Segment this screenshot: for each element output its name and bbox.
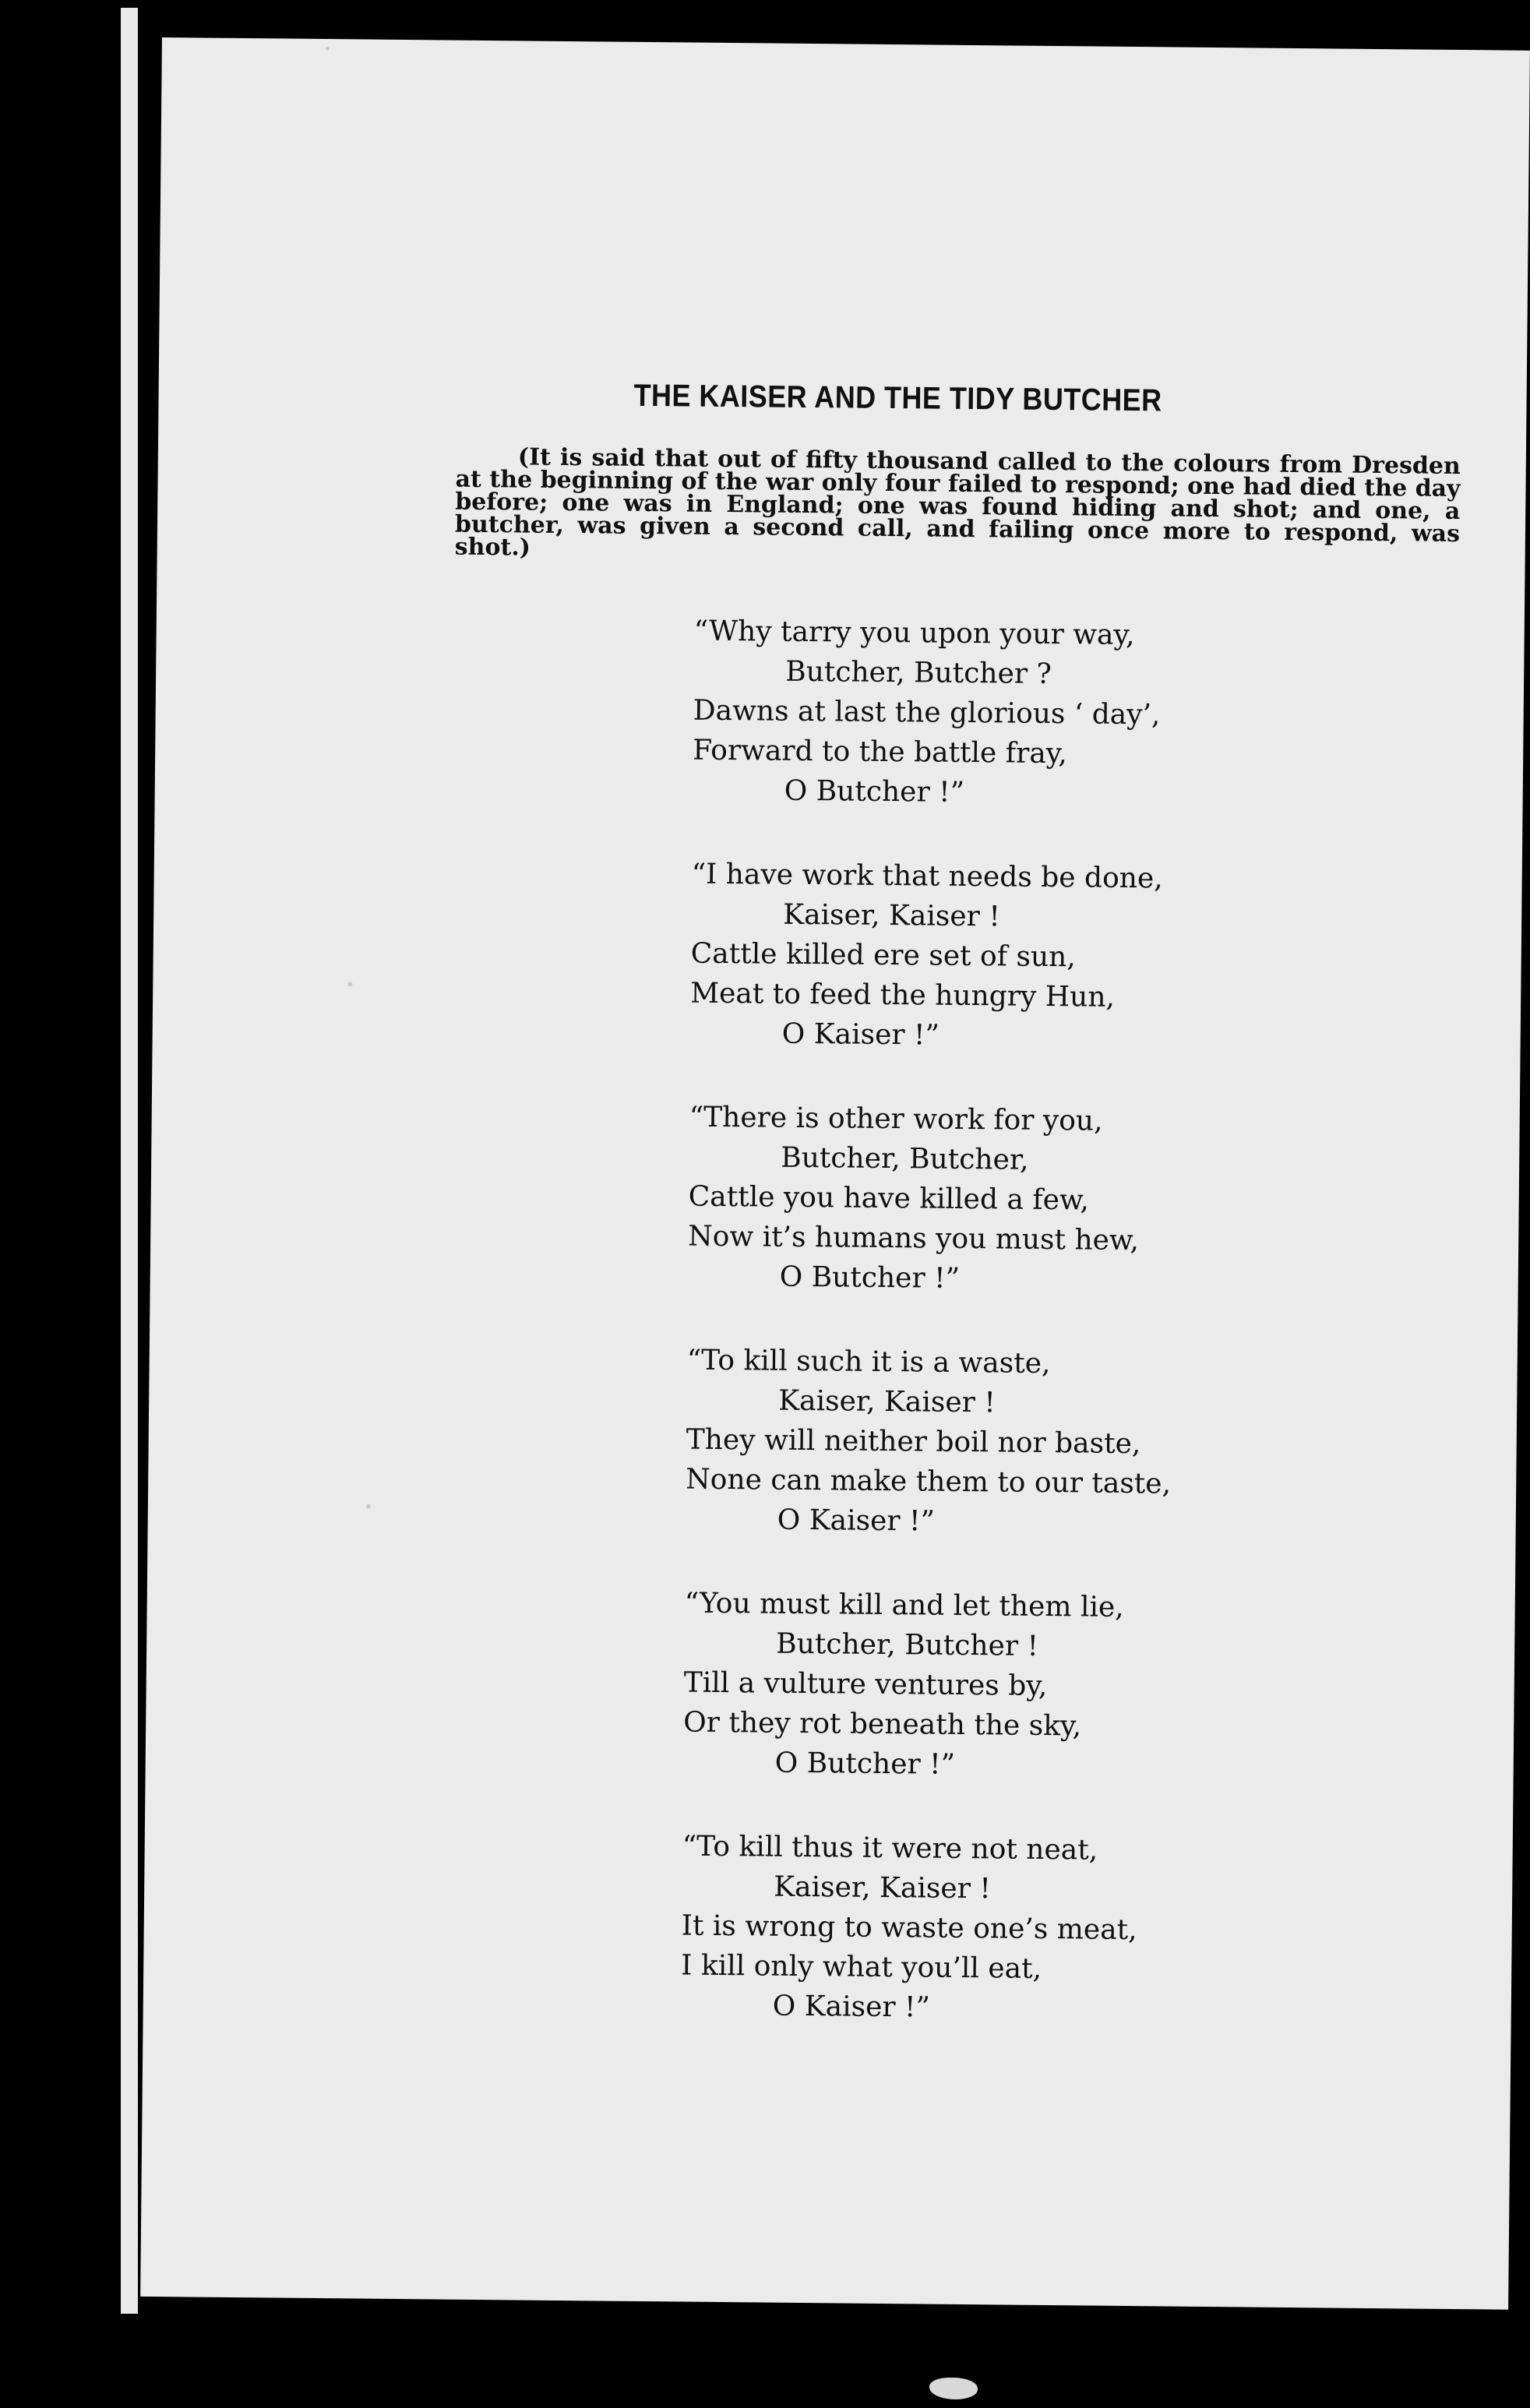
poem-line: Meat to feed the hungry Hun, (690, 977, 1116, 1014)
stanza (693, 612, 1317, 816)
poem-line: Butcher, Butcher ! (776, 1627, 1039, 1662)
poem-line: “You must kill and let them lie, (684, 1587, 1124, 1624)
poem-line: Butcher, Butcher, (781, 1141, 1029, 1176)
poem-line: “To kill thus it were not neat, (682, 1830, 1098, 1867)
scan-smudge (929, 2378, 978, 2399)
poem-line: Till a vulture ventures by, (683, 1666, 1048, 1703)
poem-line: O Kaiser !” (781, 1017, 940, 1052)
scan-speck (347, 982, 352, 986)
poem-title: THE KAISER AND THE TIDY BUTCHER (633, 378, 1162, 418)
scan-speck (366, 1504, 371, 1509)
poem-line: Butcher, Butcher ? (785, 655, 1052, 690)
poem-line: “There is other work for you, (689, 1101, 1103, 1137)
stanza (681, 1827, 1306, 2032)
poem-line: O Kaiser !” (772, 1990, 931, 2024)
page-edge-strip (121, 8, 138, 2314)
page-content (140, 37, 1530, 2310)
poem-line: Or they rot beneath the sky, (683, 1706, 1082, 1743)
stanza (688, 1098, 1313, 1303)
poem-line: Cattle you have killed a few, (688, 1180, 1090, 1217)
poem-line: Dawns at last the glorious ‘ day’, (693, 694, 1161, 732)
poem-line: O Butcher !” (784, 774, 965, 809)
scan-speck (326, 47, 330, 51)
poem-line: “I have work that needs be done, (691, 858, 1163, 895)
intro-paragraph: (It is said that out of fifty thousand called to the colours from Dresden at the beginning of the war only four failed to respond; one had died the day before; one was in England; one was found hiding and shot; and one, a butcher, was given a second call, and failing once more to respond, was shot.) (454, 443, 1461, 562)
poem-line: “Why tarry you upon your way, (693, 615, 1135, 652)
poem-line: O Kaiser !” (777, 1504, 936, 1538)
poem-line: Cattle killed ere set of sun, (690, 937, 1076, 974)
poem-body (680, 612, 1317, 2076)
poem-line: Forward to the battle fray, (693, 734, 1067, 770)
stanza (690, 855, 1315, 1059)
poem-line: Kaiser, Kaiser ! (774, 1870, 991, 1906)
poem-line: None can make them to our taste, (686, 1463, 1172, 1500)
poem-line: “To kill such it is a waste, (686, 1344, 1051, 1380)
poem-line: They will neither boil nor baste, (686, 1423, 1141, 1461)
poem-line: Now it’s humans you must hew, (688, 1220, 1140, 1257)
poem-line: O Butcher !” (774, 1747, 956, 1781)
stanza (686, 1341, 1310, 1546)
poem-line: Kaiser, Kaiser ! (778, 1384, 996, 1419)
poem-line: I kill only what you’ll eat, (681, 1949, 1042, 1985)
document-page (140, 37, 1530, 2310)
poem-line: O Butcher !” (779, 1260, 961, 1295)
poem-line: Kaiser, Kaiser ! (783, 898, 1000, 933)
stanza (683, 1584, 1308, 1789)
poem-line: It is wrong to waste one’s meat, (681, 1909, 1137, 1947)
